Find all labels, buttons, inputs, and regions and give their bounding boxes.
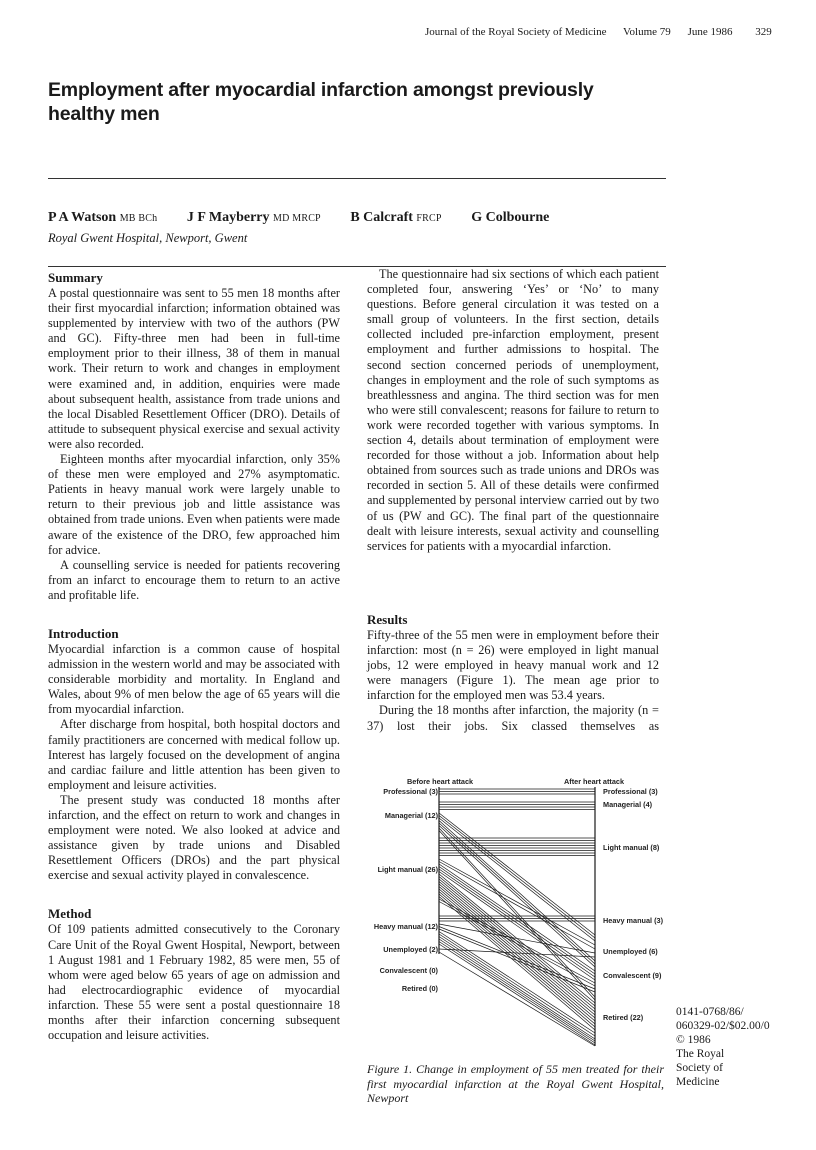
- left-label-light-manual: Light manual (26): [377, 865, 438, 874]
- left-label-heavy-manual: Heavy manual (12): [373, 922, 438, 931]
- results-paragraph: Fifty-three of the 55 men were in employment before their infarction: most (n = 26) were employed in light manual jobs, 12 were employed in heavy manual work and 12 were managers (Figure 1). The mean age prior to infarction for the employed men was 53.4 years.: [367, 628, 659, 703]
- affiliation: Royal Gwent Hospital, Newport, Gwent: [48, 231, 248, 245]
- issn-code: 0141-0768/86/: [676, 1006, 744, 1018]
- right-label-unemployed: Unemployed (6): [603, 947, 658, 956]
- method-paragraph: Of 109 patients admitted consecutively to the Coronary Care Unit of the Royal Gwent Hospital, Newport, between 1 August 1981 and 1 February 1982, 85 were men, 55 of whom were aged below 65 years of age on admission and had electrocardiographic evidence of myocardial infarction. These 55 were sent a postal questionnaire 18 months after their infarction concerning subsequent occupation and leisure activities.: [48, 922, 340, 1043]
- right-label-professional: Professional (3): [603, 787, 658, 796]
- publisher-line: Society of: [676, 1062, 723, 1074]
- right-label-convalescent: Convalescent (9): [603, 971, 662, 980]
- left-label-convalescent: Convalescent (0): [379, 966, 438, 975]
- author: J F Mayberry MD MRCP: [186, 210, 321, 225]
- after-header: After heart attack: [564, 777, 625, 786]
- author: P A Watson MB BCh: [48, 210, 158, 225]
- summary-paragraph: Eighteen months after myocardial infarction, only 35% of these men were employed and 27% asymptomatic. Patients in heavy manual work were largely unable to return to their previous job and little assistance was obtained from trade unions. Even when patients were made aware of the existence of the DRO, few approached him for advice.: [48, 452, 340, 557]
- introduction-paragraph: After discharge from hospital, both hospital doctors and family practitioners are concerned with medical follow up. Interest has largely focused on the development of angina and cardiac failure and little attention has been given to employment and leisure activities.: [48, 717, 340, 792]
- before-header: Before heart attack: [407, 777, 474, 786]
- method-paragraph: The questionnaire had six sections of which each patient completed four, answering ‘Yes’ or ‘No’ to many questions. Before general circulation it was tested on a small group of volunteers. In the first section, details collected included pre-infarction employment, present employment and further admissions to hospital. The second section concerned periods of unemployment, changes in employment and the role of such symptoms as breathlessness and angina. The third section was for men who were still convalescent; reasons for failure to return to work were recorded together with various symptoms. In section 4, details about termination of employment were recorded for those without a job. Information about help obtained from sources such as trade unions and DROs was recorded in section 5. All of these details were confirmed and supplemented by personal interview carried out by two of us (PW and GC). The final part of the questionnaire dealt with leisure interests, sexual activity and counselling services for patients with a myocardial infarction.: [367, 267, 659, 553]
- results-paragraph: During the 18 months after infarction, the majority (n = 37) lost their jobs. Six classed themselves as: [367, 703, 659, 733]
- page-number: 329: [755, 26, 772, 38]
- introduction-paragraph: Myocardial infarction is a common cause of hospital admission in the western world and may be associated with considerable morbidity and mortality. In England and Wales, about 9% of men below the age of 65 years will die from myocardial infarction.: [48, 641, 340, 717]
- method-heading: Method: [48, 906, 92, 922]
- introduction-heading: Introduction: [48, 625, 119, 641]
- left-label-professional: Professional (3): [383, 787, 438, 796]
- left-label-unemployed: Unemployed (2): [383, 945, 438, 954]
- journal-volume: Volume 79: [623, 26, 671, 38]
- publisher-line: The Royal: [676, 1048, 725, 1060]
- publisher-line: Medicine: [676, 1076, 720, 1088]
- figure-1: [367, 777, 667, 1047]
- results-section: [367, 612, 659, 734]
- right-label-light-manual: Light manual (8): [603, 843, 660, 852]
- author: B Calcraft FRCP: [350, 210, 442, 225]
- figure-caption: Figure 1. Change in employment of 55 men treated for their first myocardial infarction at the Royal Gwent Hospital, Newport: [367, 1062, 664, 1105]
- author-list: [48, 210, 575, 226]
- left-column: [48, 270, 340, 1043]
- article-code: 060329-02/$02.00/0: [676, 1020, 770, 1032]
- summary-paragraph: A postal questionnaire was sent to 55 men 18 months after their first myocardial infarction; information obtained was supplemented by interview with two of the authors (PW and GC). Fifty-three men had been in full-time employment prior to their illness, 38 of them in manual work. Their return to work and changes in employment were examined and, in addition, enquiries were made about subsequent health, assistance from trade unions and the local Disabled Resettlement Officer (DRO). Details of attitude to subsequent physical exercise and sexual activity were also recorded.: [48, 286, 340, 451]
- journal-name: Journal of the Royal Society of Medicine: [425, 26, 607, 38]
- introduction-paragraph: The present study was conducted 18 months after infarction, and the effect on return to work and changes in employment were noted. We also looked at advice and assistance given by trade unions and Disabled Resettlement Officers (DROs) and the part physical exercise and sexual activity played in convalescence.: [48, 792, 340, 883]
- employment-flow-lines: [367, 777, 667, 1047]
- left-label-retired: Retired (0): [401, 984, 438, 993]
- right-label-managerial: Managerial (4): [603, 800, 653, 809]
- journal-date: June 1986: [687, 26, 733, 38]
- right-column: [367, 267, 659, 554]
- copyright-block: [676, 1005, 816, 1089]
- summary-heading: Summary: [48, 270, 103, 285]
- article-title: Employment after myocardial infarction amongst previously healthy men: [48, 79, 594, 125]
- results-heading: Results: [367, 612, 408, 627]
- left-label-managerial: Managerial (12): [384, 811, 438, 820]
- copyright-year: © 1986: [676, 1034, 711, 1046]
- author: G Colbourne: [471, 210, 550, 225]
- right-label-heavy-manual: Heavy manual (3): [603, 916, 664, 925]
- right-label-retired: Retired (22): [603, 1013, 644, 1022]
- summary-paragraph: A counselling service is needed for patients recovering from an infarct to encourage them to return to an active and profitable life.: [48, 557, 340, 602]
- top-rule: [48, 178, 666, 179]
- running-head: [425, 26, 795, 38]
